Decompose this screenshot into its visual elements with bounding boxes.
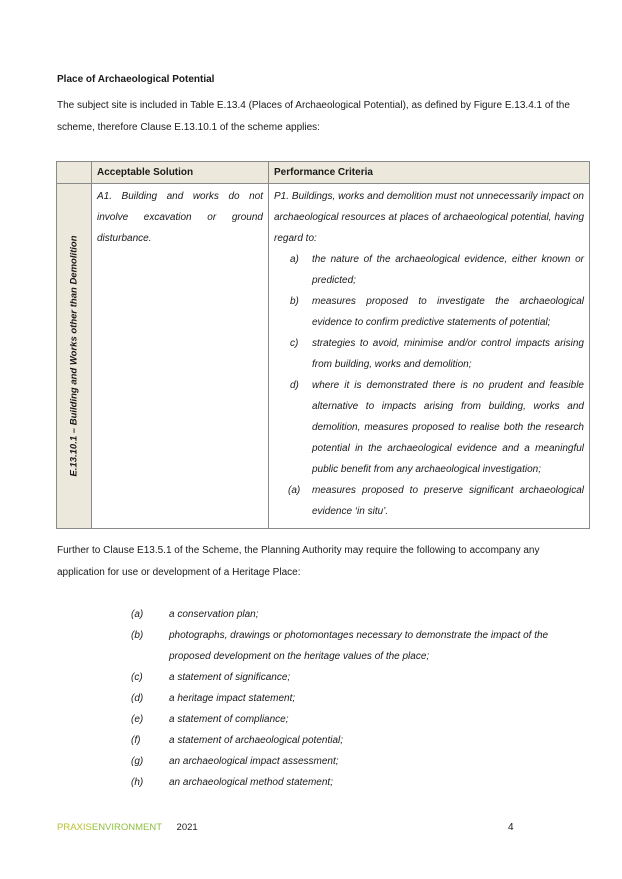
criteria-text: strategies to avoid, minimise and/or control impacts arising from building, works and demolition; — [312, 338, 584, 370]
list-item-text: a statement of compliance; — [169, 714, 289, 725]
intro-paragraph: The subject site is included in Table E.13.4 (Places of Archaeological Potential), as defined by Figure E.13.4.1 of the scheme, therefore Clause E.13.10.1 of the scheme applies: — [57, 100, 570, 133]
list-item-letter: (c) — [131, 672, 143, 683]
brand-environment: ENVIRONMENT — [91, 822, 162, 833]
list-item-letter: (e) — [131, 714, 144, 725]
performance-criteria-cell — [269, 184, 590, 529]
list-item-text: a statement of significance; — [169, 672, 291, 683]
criteria-item — [290, 249, 584, 291]
header-acceptable-solution: Acceptable Solution — [92, 162, 269, 184]
clause-side-label: E.13.10.1 – Building and Works other than Demolition — [68, 235, 80, 477]
page-footer — [57, 822, 517, 833]
list-item-text: an archaeological method statement; — [169, 777, 333, 788]
list-item-letter: (b) — [131, 630, 144, 641]
p1-text: P1. Buildings, works and demolition must not unnecessarily impact on archaeological resources at places of archaeological potential, having regard to: — [274, 191, 584, 244]
list-item-letter: (h) — [131, 777, 144, 788]
list-item — [131, 709, 571, 730]
list-item — [131, 688, 571, 709]
list-item — [131, 667, 571, 688]
page-number: 4 — [508, 822, 514, 833]
list-item-letter: (d) — [131, 693, 144, 704]
list-item — [131, 604, 571, 625]
criteria-letter: d) — [290, 380, 299, 391]
list-item-text: a conservation plan; — [169, 609, 259, 620]
requirements-list — [131, 604, 571, 793]
list-item-letter: (f) — [131, 735, 141, 746]
criteria-item — [288, 480, 584, 522]
table-header-row — [57, 162, 590, 184]
criteria-item — [290, 375, 584, 480]
list-item — [131, 730, 571, 751]
criteria-letter: c) — [290, 338, 299, 349]
list-item-text: an archaeological impact assessment; — [169, 756, 339, 767]
list-item-text: photographs, drawings or photomontages necessary to demonstrate the impact of the proposed development on the heritage values of the place; — [169, 630, 549, 662]
criteria-text: where it is demonstrated there is no prudent and feasible alternative to impacts arising from building, works and demolition, measures proposed to realise both the research potential in the archaeological evidence and a meaningful public benefit from any archaeological investigation; — [312, 380, 584, 475]
further-paragraph: Further to Clause E13.5.1 of the Scheme, the Planning Authority may require the following to accompany any application for use or development of a Heritage Place: — [57, 545, 540, 578]
criteria-letter: a) — [290, 254, 299, 265]
list-item-letter: (g) — [131, 756, 144, 767]
criteria-text: measures proposed to investigate the archaeological evidence to confirm predictive statements of potential; — [312, 296, 584, 328]
list-item-letter: (a) — [131, 609, 144, 620]
list-item-text: a heritage impact statement; — [169, 693, 296, 704]
criteria-letter: (a) — [288, 485, 301, 496]
criteria-text: measures proposed to preserve significant archaeological evidence ‘in situ’. — [312, 485, 584, 517]
footer-year: 2021 — [176, 822, 198, 833]
criteria-item — [290, 333, 584, 375]
list-item-text: a statement of archaeological potential; — [169, 735, 343, 746]
brand-praxis: PRAXIS — [57, 822, 92, 833]
section-heading: Place of Archaeological Potential — [57, 74, 215, 85]
criteria-item — [290, 291, 584, 333]
list-item — [131, 772, 571, 793]
acceptable-solution-text: A1. Building and works do not involve excavation or ground disturbance. — [92, 184, 269, 529]
header-blank-cell — [57, 162, 92, 184]
header-performance-criteria: Performance Criteria — [269, 162, 590, 184]
list-item — [131, 751, 571, 772]
criteria-text: the nature of the archaeological evidence, either known or predicted; — [312, 254, 584, 286]
table-row — [57, 184, 590, 529]
criteria-table — [56, 161, 590, 529]
side-label-cell — [57, 184, 92, 529]
criteria-letter: b) — [290, 296, 299, 307]
list-item — [131, 625, 571, 667]
